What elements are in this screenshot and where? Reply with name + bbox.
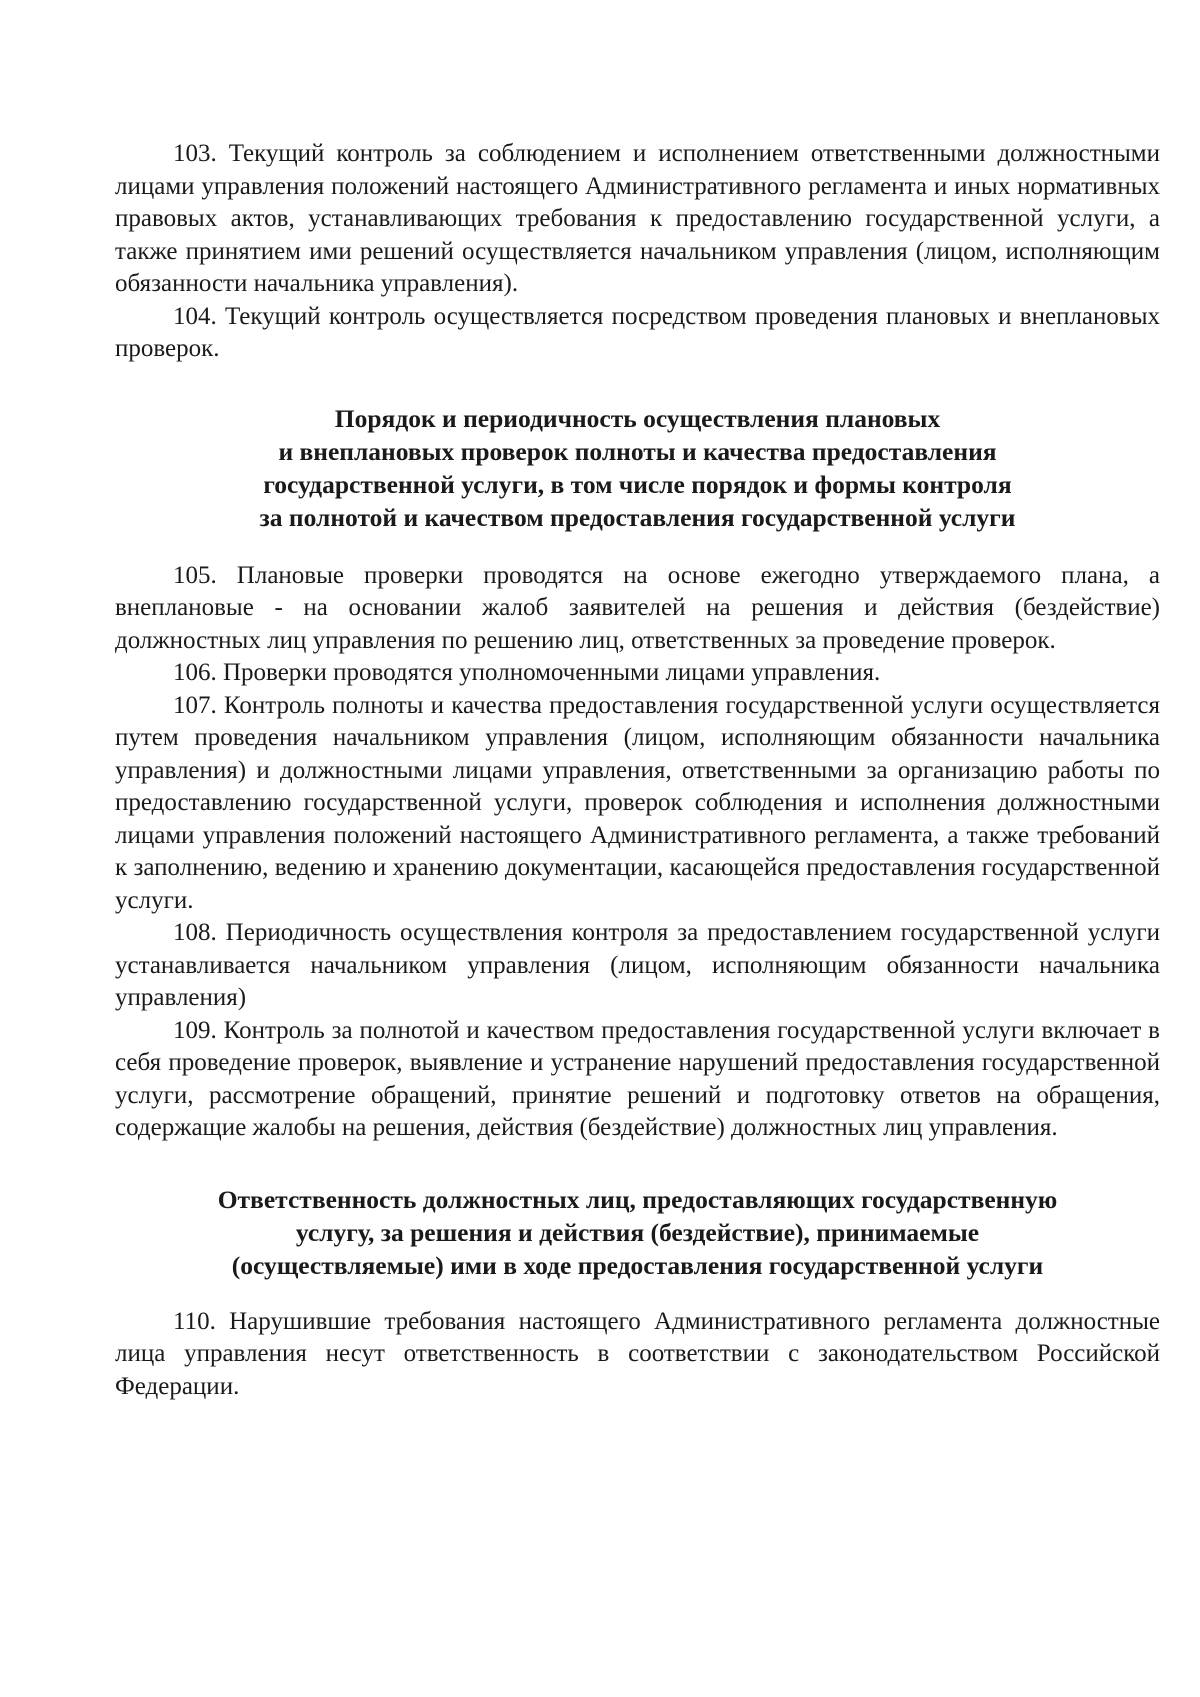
- paragraph-108: 108. Периодичность осуществления контроля за предоставлением государственной услуги устанавливается начальником управления (лицом, исполняющим обязанности начальника управления): [115, 919, 1160, 1011]
- heading-line: Ответственность должностных лиц, предоставляющих государственную: [217, 1184, 1058, 1214]
- section-heading-responsibility: [115, 1183, 1160, 1282]
- heading-line: государственной услуги, в том числе порядок и формы контроля: [263, 469, 1012, 499]
- heading-line: и внеплановых проверок полноты и качества предоставления: [278, 436, 997, 466]
- heading-line: Порядок и периодичность осуществления плановых: [334, 403, 941, 433]
- paragraph-103: 103. Текущий контроль за соблюдением и исполнением ответственными должностными лицами управления положений настоящего Административного регламента и иных нормативных правовых актов, устанавливающих требования к предоставлению государственной услуги, а также принятием ими решений осуществляется начальником управления (лицом, исполняющим обязанности начальника управления).: [115, 140, 1160, 297]
- paragraph-106: 106. Проверки проводятся уполномоченными лицами управления.: [173, 659, 881, 686]
- heading-line: (осуществляемые) ими в ходе предоставления государственной услуги: [231, 1250, 1044, 1280]
- heading-line: за полнотой и качеством предоставления государственной услуги: [259, 502, 1016, 532]
- paragraph-110: 110. Нарушившие требования настоящего Административного регламента должностные лица управления несут ответственность в соответствии с законодательством Российской Федерации.: [115, 1307, 1160, 1400]
- paragraph-107: 107. Контроль полноты и качества предоставления государственной услуги осуществляется путем проведения начальником управления (лицом, исполняющим обязанности начальника управления) и должностными лицами управления, ответственными за организацию работы по предоставлению государственной услуги, проверок соблюдения и исполнения должностными лицами управления положений настоящего Административного регламента, а также требований к заполнению, ведению и хранению документации, касающейся предоставления государственной услуги.: [115, 691, 1160, 914]
- paragraph-109: 109. Контроль за полнотой и качеством предоставления государственной услуги включает в себя проведение проверок, выявление и устранение нарушений предоставления государственной услуги, рассмотрение обращений, принятие решений и подготовку ответов на обращения, содержащие жалобы на решения, действия (бездействие) должностных лиц управления.: [115, 1016, 1160, 1141]
- paragraph-104: 104. Текущий контроль осуществляется посредством проведения плановых и внеплановых проверок.: [115, 302, 1160, 362]
- heading-line: услугу, за решения и действия (бездействие), принимаемые: [295, 1217, 980, 1247]
- document-page: [115, 138, 1160, 1403]
- paragraph-105: 105. Плановые проверки проводятся на основе ежегодно утверждаемого плана, а внеплановые - на основании жалоб заявителей на решения и действия (бездействие) должностных лиц управления по решению лиц, ответственных за проведение проверок.: [115, 561, 1160, 654]
- section-heading-inspections: [115, 402, 1160, 534]
